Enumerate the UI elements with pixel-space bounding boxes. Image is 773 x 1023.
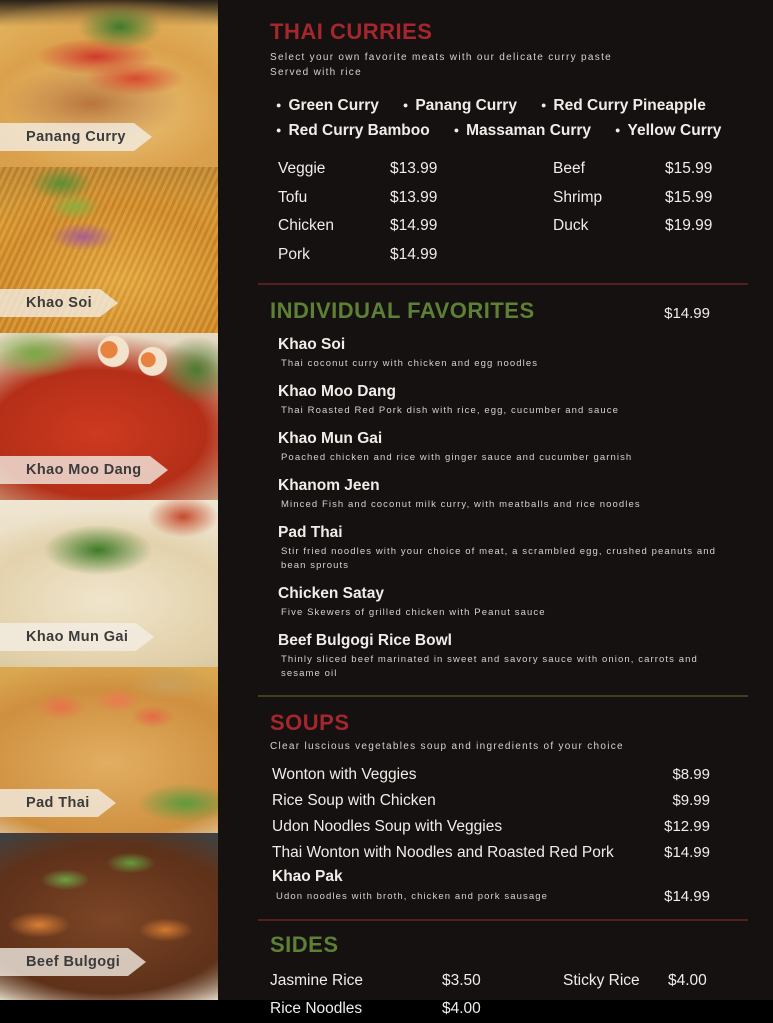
section-divider bbox=[258, 283, 748, 285]
menu-item bbox=[278, 523, 748, 573]
curry-price-row bbox=[278, 184, 553, 213]
menu-item-description: Minced Fish and coconut milk curry, with meatballs and rice noodles bbox=[281, 499, 641, 510]
curry-variety bbox=[454, 118, 591, 143]
side-item-price: $3.50 bbox=[442, 972, 481, 989]
meat-option-price: $13.99 bbox=[390, 160, 438, 177]
side-item-name: Rice Noodles bbox=[270, 1000, 363, 1017]
menu-item-name: Khanom Jeen bbox=[278, 477, 380, 494]
individual-favorites-title: INDIVIDUAL FAVORITES bbox=[270, 298, 535, 323]
photo-label: Khao Mun Gai bbox=[0, 623, 136, 651]
curry-variety-label: Massaman Curry bbox=[466, 122, 592, 139]
side-item-name: Jasmine Rice bbox=[270, 972, 364, 989]
menu-item bbox=[272, 814, 748, 840]
meat-option-price: $15.99 bbox=[665, 188, 713, 206]
bullet-icon: ● bbox=[453, 125, 460, 135]
sides-left-column bbox=[270, 967, 563, 1023]
curry-price-row bbox=[278, 241, 553, 270]
meat-option-label: Veggie bbox=[278, 160, 326, 177]
food-photo bbox=[0, 833, 218, 1000]
ribbon-arrow-icon bbox=[98, 789, 116, 817]
bullet-icon: ● bbox=[540, 100, 547, 110]
sides-right-column bbox=[563, 967, 707, 1023]
thai-curries-subtitle-line1: Select your own favorite meats with our delicate curry paste bbox=[270, 52, 613, 63]
menu-item-price: $8.99 bbox=[672, 766, 710, 783]
ribbon-arrow-icon bbox=[150, 456, 168, 484]
ribbon-arrow-icon bbox=[100, 289, 118, 317]
side-item-price: $4.00 bbox=[668, 972, 707, 989]
curry-variety bbox=[615, 118, 721, 143]
sides-title: SIDES bbox=[270, 932, 339, 957]
section-individual-favorites bbox=[270, 299, 748, 697]
menu-item-description: Thinly sliced beef marinated in sweet and savory sauce with onion, carrots and sesame oil bbox=[281, 654, 698, 679]
food-photo bbox=[0, 667, 218, 834]
curry-variety-label: Red Curry Pineapple bbox=[553, 97, 706, 114]
menu-item-price: $9.99 bbox=[672, 792, 710, 809]
photo-label: Panang Curry bbox=[0, 123, 134, 151]
menu-item-detail-row bbox=[272, 888, 748, 905]
meat-option-price: $14.99 bbox=[390, 217, 438, 234]
photo-label-ribbon bbox=[0, 623, 154, 651]
menu-item-name: Rice Soup with Chicken bbox=[272, 792, 436, 809]
menu-item-name: Khao Mun Gai bbox=[278, 430, 383, 447]
menu-item-name: Khao Soi bbox=[278, 336, 346, 353]
menu-item bbox=[278, 476, 748, 512]
curry-price-row bbox=[278, 212, 553, 241]
menu-item-price: $12.99 bbox=[664, 818, 710, 835]
section-divider bbox=[258, 695, 748, 697]
ribbon-arrow-icon bbox=[128, 948, 146, 976]
photo-label-ribbon bbox=[0, 123, 152, 151]
curry-variety-row bbox=[276, 118, 748, 143]
favorites-list bbox=[270, 335, 748, 681]
food-photo bbox=[0, 500, 218, 667]
curry-variety bbox=[276, 93, 379, 118]
menu-item-name: Wonton with Veggies bbox=[272, 766, 417, 783]
menu-item bbox=[278, 382, 748, 418]
curry-price-row bbox=[278, 155, 553, 184]
meat-option-label: Tofu bbox=[278, 188, 308, 206]
photo-label-ribbon bbox=[0, 289, 118, 317]
photo-label: Khao Moo Dang bbox=[0, 456, 150, 484]
ribbon-arrow-icon bbox=[134, 123, 152, 151]
meat-option-price: $13.99 bbox=[390, 188, 438, 206]
side-item bbox=[270, 995, 563, 1023]
food-photo bbox=[0, 0, 218, 167]
curry-prices-left-column bbox=[278, 155, 553, 269]
curry-variety-label: Panang Curry bbox=[415, 97, 517, 114]
curry-variety bbox=[541, 93, 706, 118]
side-item-name: Sticky Rice bbox=[563, 972, 640, 989]
individual-favorites-price: $14.99 bbox=[664, 305, 710, 322]
menu-item bbox=[272, 762, 748, 788]
curry-variety-label: Green Curry bbox=[288, 97, 379, 114]
curry-price-table bbox=[270, 155, 748, 269]
menu-item bbox=[272, 788, 748, 814]
section-sides bbox=[270, 933, 748, 1023]
curry-variety-row bbox=[276, 93, 748, 118]
menu-item-name: Beef Bulgogi Rice Bowl bbox=[278, 632, 452, 649]
menu-item bbox=[278, 429, 748, 465]
bullet-icon: ● bbox=[615, 125, 621, 135]
menu-item bbox=[272, 866, 748, 905]
menu-item-name: Khao Pak bbox=[272, 868, 343, 885]
menu-item-name: Chicken Satay bbox=[278, 585, 384, 602]
curry-prices-right-column bbox=[553, 155, 748, 269]
menu-content bbox=[218, 0, 773, 1017]
menu-item-name: Thai Wonton with Noodles and Roasted Red Pork bbox=[272, 844, 614, 861]
section-soups bbox=[270, 711, 748, 921]
meat-option-label: Chicken bbox=[278, 217, 334, 234]
side-item-price: $4.00 bbox=[442, 1000, 481, 1017]
thai-curries-title: THAI CURRIES bbox=[270, 19, 433, 44]
menu-item-description: Stir fried noodles with your choice of meat, a scrambled egg, crushed peanuts and bean sprouts bbox=[281, 546, 716, 571]
photo-label-ribbon bbox=[0, 948, 146, 976]
bullet-icon: ● bbox=[276, 125, 282, 135]
section-thai-curries bbox=[270, 20, 748, 285]
menu-item bbox=[272, 840, 748, 866]
section-divider bbox=[258, 919, 748, 921]
soups-list bbox=[270, 762, 748, 905]
menu-item-name: Pad Thai bbox=[278, 524, 343, 541]
side-item bbox=[563, 967, 707, 995]
photo-label: Khao Soi bbox=[0, 289, 100, 317]
curry-price-row bbox=[553, 184, 748, 213]
curry-variety-label: Red Curry Bamboo bbox=[288, 122, 430, 139]
menu-item-description: Five Skewers of grilled chicken with Peanut sauce bbox=[281, 607, 546, 618]
food-photo bbox=[0, 333, 218, 500]
curry-variety bbox=[403, 93, 517, 118]
soups-title: SOUPS bbox=[270, 710, 350, 735]
menu-item-description: Thai coconut curry with chicken and egg noodles bbox=[281, 358, 539, 369]
side-item bbox=[270, 967, 563, 995]
menu-item bbox=[278, 631, 748, 681]
thai-curries-subtitle-line2: Served with rice bbox=[270, 67, 362, 78]
menu-item-description: Udon noodles with broth, chicken and pork sausage bbox=[276, 890, 549, 902]
meat-option-label: Shrimp bbox=[553, 188, 603, 206]
photo-label: Beef Bulgogi bbox=[0, 948, 128, 976]
menu-item-name: Udon Noodles Soup with Veggies bbox=[272, 818, 503, 835]
meat-option-label: Beef bbox=[553, 160, 585, 177]
menu-item-description: Poached chicken and rice with ginger sauce and cucumber garnish bbox=[281, 452, 633, 463]
menu-item-description: Thai Roasted Red Pork dish with rice, egg, cucumber and sauce bbox=[281, 405, 619, 416]
menu-item bbox=[278, 584, 748, 620]
bullet-icon: ● bbox=[402, 100, 409, 110]
food-photo bbox=[0, 167, 218, 334]
meat-option-label: Pork bbox=[278, 245, 310, 263]
soups-subtitle: Clear luscious vegetables soup and ingredients of your choice bbox=[270, 741, 624, 752]
menu-item-price: $14.99 bbox=[664, 888, 710, 905]
curry-variety-list bbox=[270, 93, 748, 143]
meat-option-label: Duck bbox=[553, 217, 589, 234]
photo-strip bbox=[0, 0, 218, 1000]
menu-item-name: Khao Moo Dang bbox=[278, 383, 396, 400]
photo-label-ribbon bbox=[0, 456, 168, 484]
ribbon-arrow-icon bbox=[136, 623, 154, 651]
curry-price-row bbox=[553, 155, 748, 184]
menu-item bbox=[278, 335, 748, 371]
bullet-icon: ● bbox=[276, 100, 282, 110]
meat-option-price: $19.99 bbox=[665, 217, 713, 234]
curry-variety-label: Yellow Curry bbox=[627, 122, 722, 139]
curry-price-row bbox=[553, 212, 748, 241]
sides-table bbox=[270, 967, 748, 1023]
menu-item-price: $14.99 bbox=[664, 844, 710, 861]
photo-label-ribbon bbox=[0, 789, 116, 817]
photo-label: Pad Thai bbox=[0, 789, 98, 817]
meat-option-price: $14.99 bbox=[390, 245, 438, 263]
curry-variety bbox=[276, 118, 430, 143]
meat-option-price: $15.99 bbox=[665, 160, 713, 177]
